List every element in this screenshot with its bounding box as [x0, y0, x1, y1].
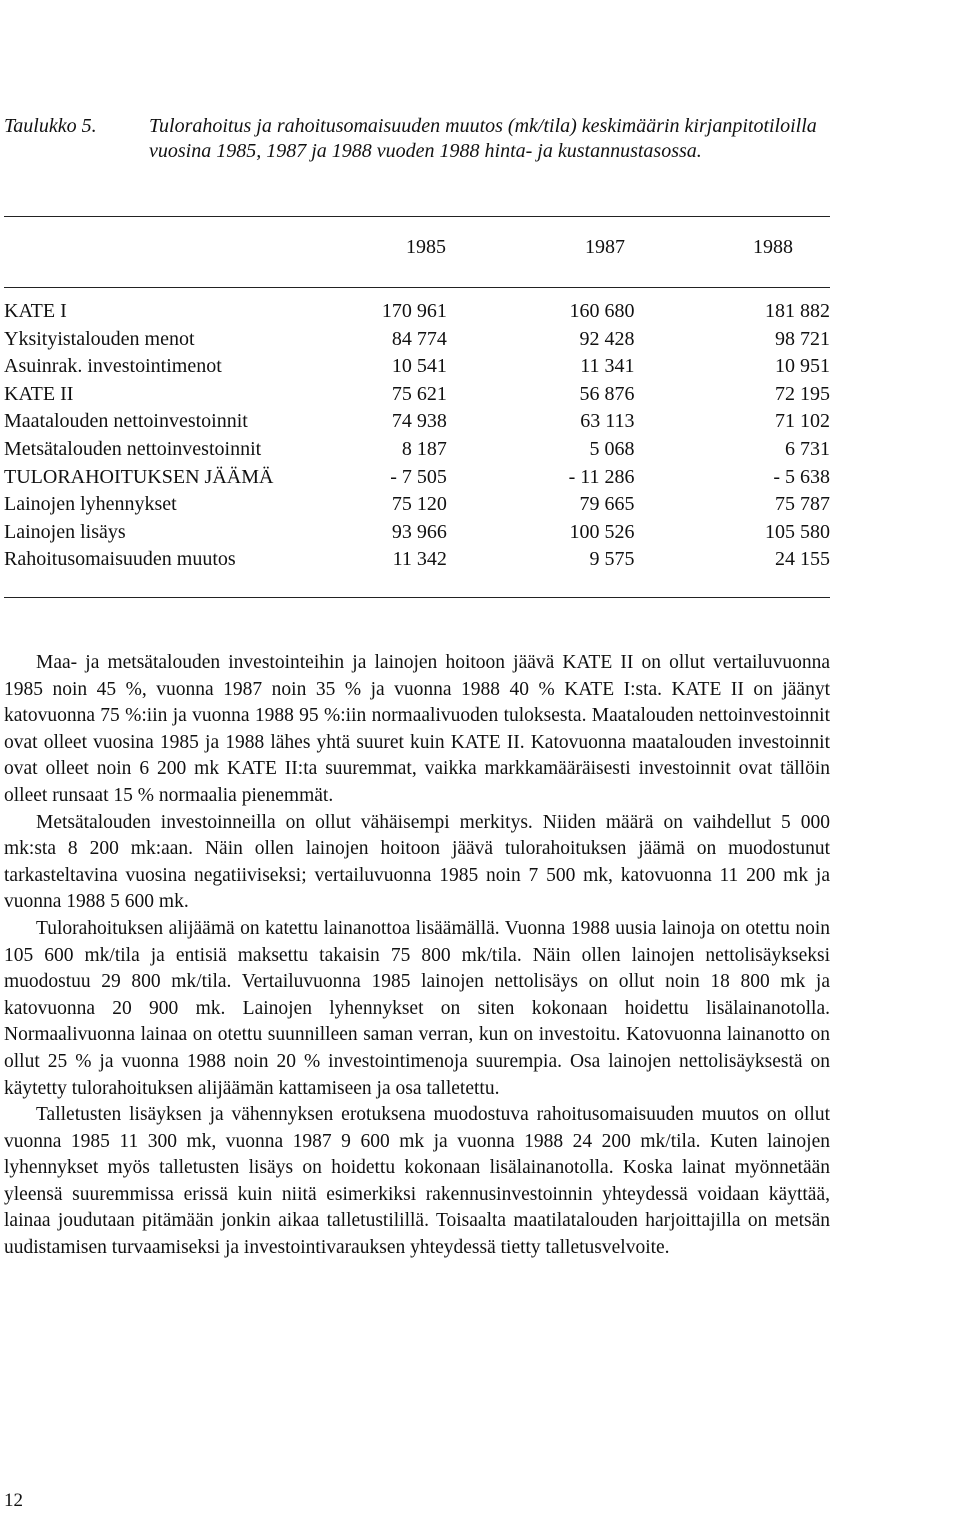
value-1985: 74 938 [391, 410, 447, 433]
value-1987: - 11 286 [568, 465, 635, 488]
value-1987: 9 575 [589, 548, 635, 571]
table-row [4, 326, 830, 354]
table-caption [4, 114, 824, 164]
financing-table [4, 298, 830, 574]
value-1987: 11 341 [580, 355, 635, 378]
table-bottom-rule [4, 597, 830, 598]
value-1988: 98 721 [775, 327, 830, 350]
body-text [4, 650, 830, 1262]
table-row [4, 436, 830, 464]
value-1988: 6 731 [785, 437, 830, 460]
row-label: Lainojen lisäys [4, 520, 126, 543]
row-label: Asuinrak. investointimenot [4, 355, 222, 378]
table-row [4, 408, 830, 436]
paragraph: Tulorahoituksen alijäämä on katettu lainanottoa lisäämällä. Vuonna 1988 uusia lainoja on otettu noin 105 600 mk/tila ja entisiä maksettu takaisin 75 800 mk/tila. Näin ollen lainojen nettolisäykseksi muodostuu 29 800 mk/tila. Vertailuvuonna 1985 lainojen nettolisäys on ollut noin 18 800 mk ja katovuonna 20 900 mk. Lainojen lyhennykset on siten kokonaan hoidettu lisälainanotolla. Normaalivuonna lainaa on otettu suunnilleen saman verran, kun on investoitu. Katovuonna lainanotto on ollut 25 % ja vuonna 1988 noin 20 % investointimenoja suurempia. Osa lainojen nettolisäyksestä on käytetty tulorahoituksen alijäämän kattamiseen ja osa talletettu. [4, 917, 830, 1099]
value-1985: 93 966 [391, 520, 447, 543]
column-header-1988: 1988 [753, 236, 793, 258]
value-1988: 71 102 [775, 410, 830, 433]
caption-text: Tulorahoitus ja rahoitusomaisuuden muutos (mk/tila) keskimäärin kirjanpitotiloilla vuosina 1985, 1987 ja 1988 vuoden 1988 hinta- ja kustannustasossa. [149, 115, 817, 162]
row-label: KATE II [4, 382, 74, 405]
table-row [4, 381, 830, 409]
caption-label: Taulukko 5. [4, 115, 97, 137]
column-header-1985: 1985 [406, 236, 446, 258]
value-1987: 79 665 [579, 493, 635, 516]
value-1985: 170 961 [381, 300, 447, 322]
value-1985: 8 187 [401, 437, 447, 460]
value-1985: 75 120 [391, 493, 447, 516]
value-1985: 11 342 [392, 548, 447, 571]
row-label: TULORAHOITUKSEN JÄÄMÄ [4, 465, 274, 488]
value-1988: 72 195 [775, 382, 830, 405]
value-1985: 84 774 [391, 327, 447, 350]
paragraph: Talletusten lisäyksen ja vähennyksen erotuksena muodostuva rahoitusomaisuuden muutos on ollut vuonna 1985 11 300 mk, vuonna 1987 9 600 mk ja vuonna 1988 24 200 mk/tila. Kuten lainojen lyhennykset myös talletusten lisäys on hoidettu kokonaan lisälainanotolla. Koska lainat myönnetään yleensä suuremmissa erissä kuin niitä esimerkiksi rakennusinvestoinnin yhteydessä voidaan käyttää, lainaa joudutaan pitämään jonkin aikaa talletustilillä. Toisaalta maatilatalouden harjoittajilla on metsän uudistamisen turvaamiseksi ja investointivarauksen yhteydessä tietty talletusvelvoite. [4, 1104, 830, 1259]
value-1988: 181 882 [765, 300, 830, 322]
row-label: Maatalouden nettoinvestoinnit [4, 410, 248, 433]
value-1987: 63 113 [580, 410, 635, 433]
table-top-rule [4, 216, 830, 217]
table-row [4, 298, 830, 326]
table-row [4, 464, 830, 492]
value-1987: 5 068 [589, 437, 635, 460]
row-label: Lainojen lyhennykset [4, 493, 177, 516]
value-1987: 56 876 [579, 382, 635, 405]
value-1987: 92 428 [579, 327, 635, 350]
header-rule [4, 287, 830, 288]
table-row [4, 519, 830, 547]
value-1988: 75 787 [775, 493, 830, 516]
value-1988: - 5 638 [773, 465, 830, 488]
row-label: KATE I [4, 300, 67, 322]
page-number: 12 [4, 1490, 23, 1511]
value-1985: - 7 505 [390, 465, 447, 488]
table-row [4, 353, 830, 381]
value-1988: 105 580 [765, 520, 830, 543]
paragraph: Metsätalouden investoinneilla on ollut vähäisempi merkitys. Niiden määrä on vaihdellut 5 000 mk:sta 8 200 mk:aan. Näin ollen lainojen hoitoon jäävä tulorahoituksen jäämä on muodostunut tarkasteltavina vuosina negatiiviseksi; vertailuvuonna 1985 noin 7 500 mk, katovuonna 11 200 mk ja vuonna 1988 5 600 mk. [4, 811, 830, 913]
value-1988: 24 155 [775, 548, 830, 571]
row-label: Rahoitusomaisuuden muutos [4, 548, 236, 571]
row-label: Metsätalouden nettoinvestoinnit [4, 437, 262, 460]
value-1988: 10 951 [775, 355, 830, 378]
value-1985: 10 541 [391, 355, 447, 378]
table-row [4, 546, 830, 574]
paragraph: Maa- ja metsätalouden investointeihin ja lainojen hoitoon jäävä KATE II on ollut vertailuvuonna 1985 noin 45 %, vuonna 1987 noin 35 % ja vuonna 1988 40 % KATE I:sta. KATE II on jäänyt katovuonna 75 %:iin ja vuonna 1988 95 %:iin normaalivuoden tuloksesta. Maatalouden nettoinvestoinnit ovat olleet vuosina 1985 ja 1988 lähes yhtä suuret kuin KATE II. Katovuonna maatalouden investoinnit ovat olleet noin 6 200 mk KATE II:ta suuremmat, vaikka markkamääräisesti investoinnit ovat tällöin olleet runsaat 15 % normaalia pienemmät. [4, 652, 830, 806]
value-1987: 100 526 [569, 520, 635, 543]
value-1987: 160 680 [569, 300, 635, 322]
table-body [4, 298, 830, 574]
value-1985: 75 621 [391, 382, 447, 405]
table-row [4, 491, 830, 519]
row-label: Yksityistalouden menot [4, 327, 195, 350]
column-header-1987: 1987 [585, 236, 625, 258]
